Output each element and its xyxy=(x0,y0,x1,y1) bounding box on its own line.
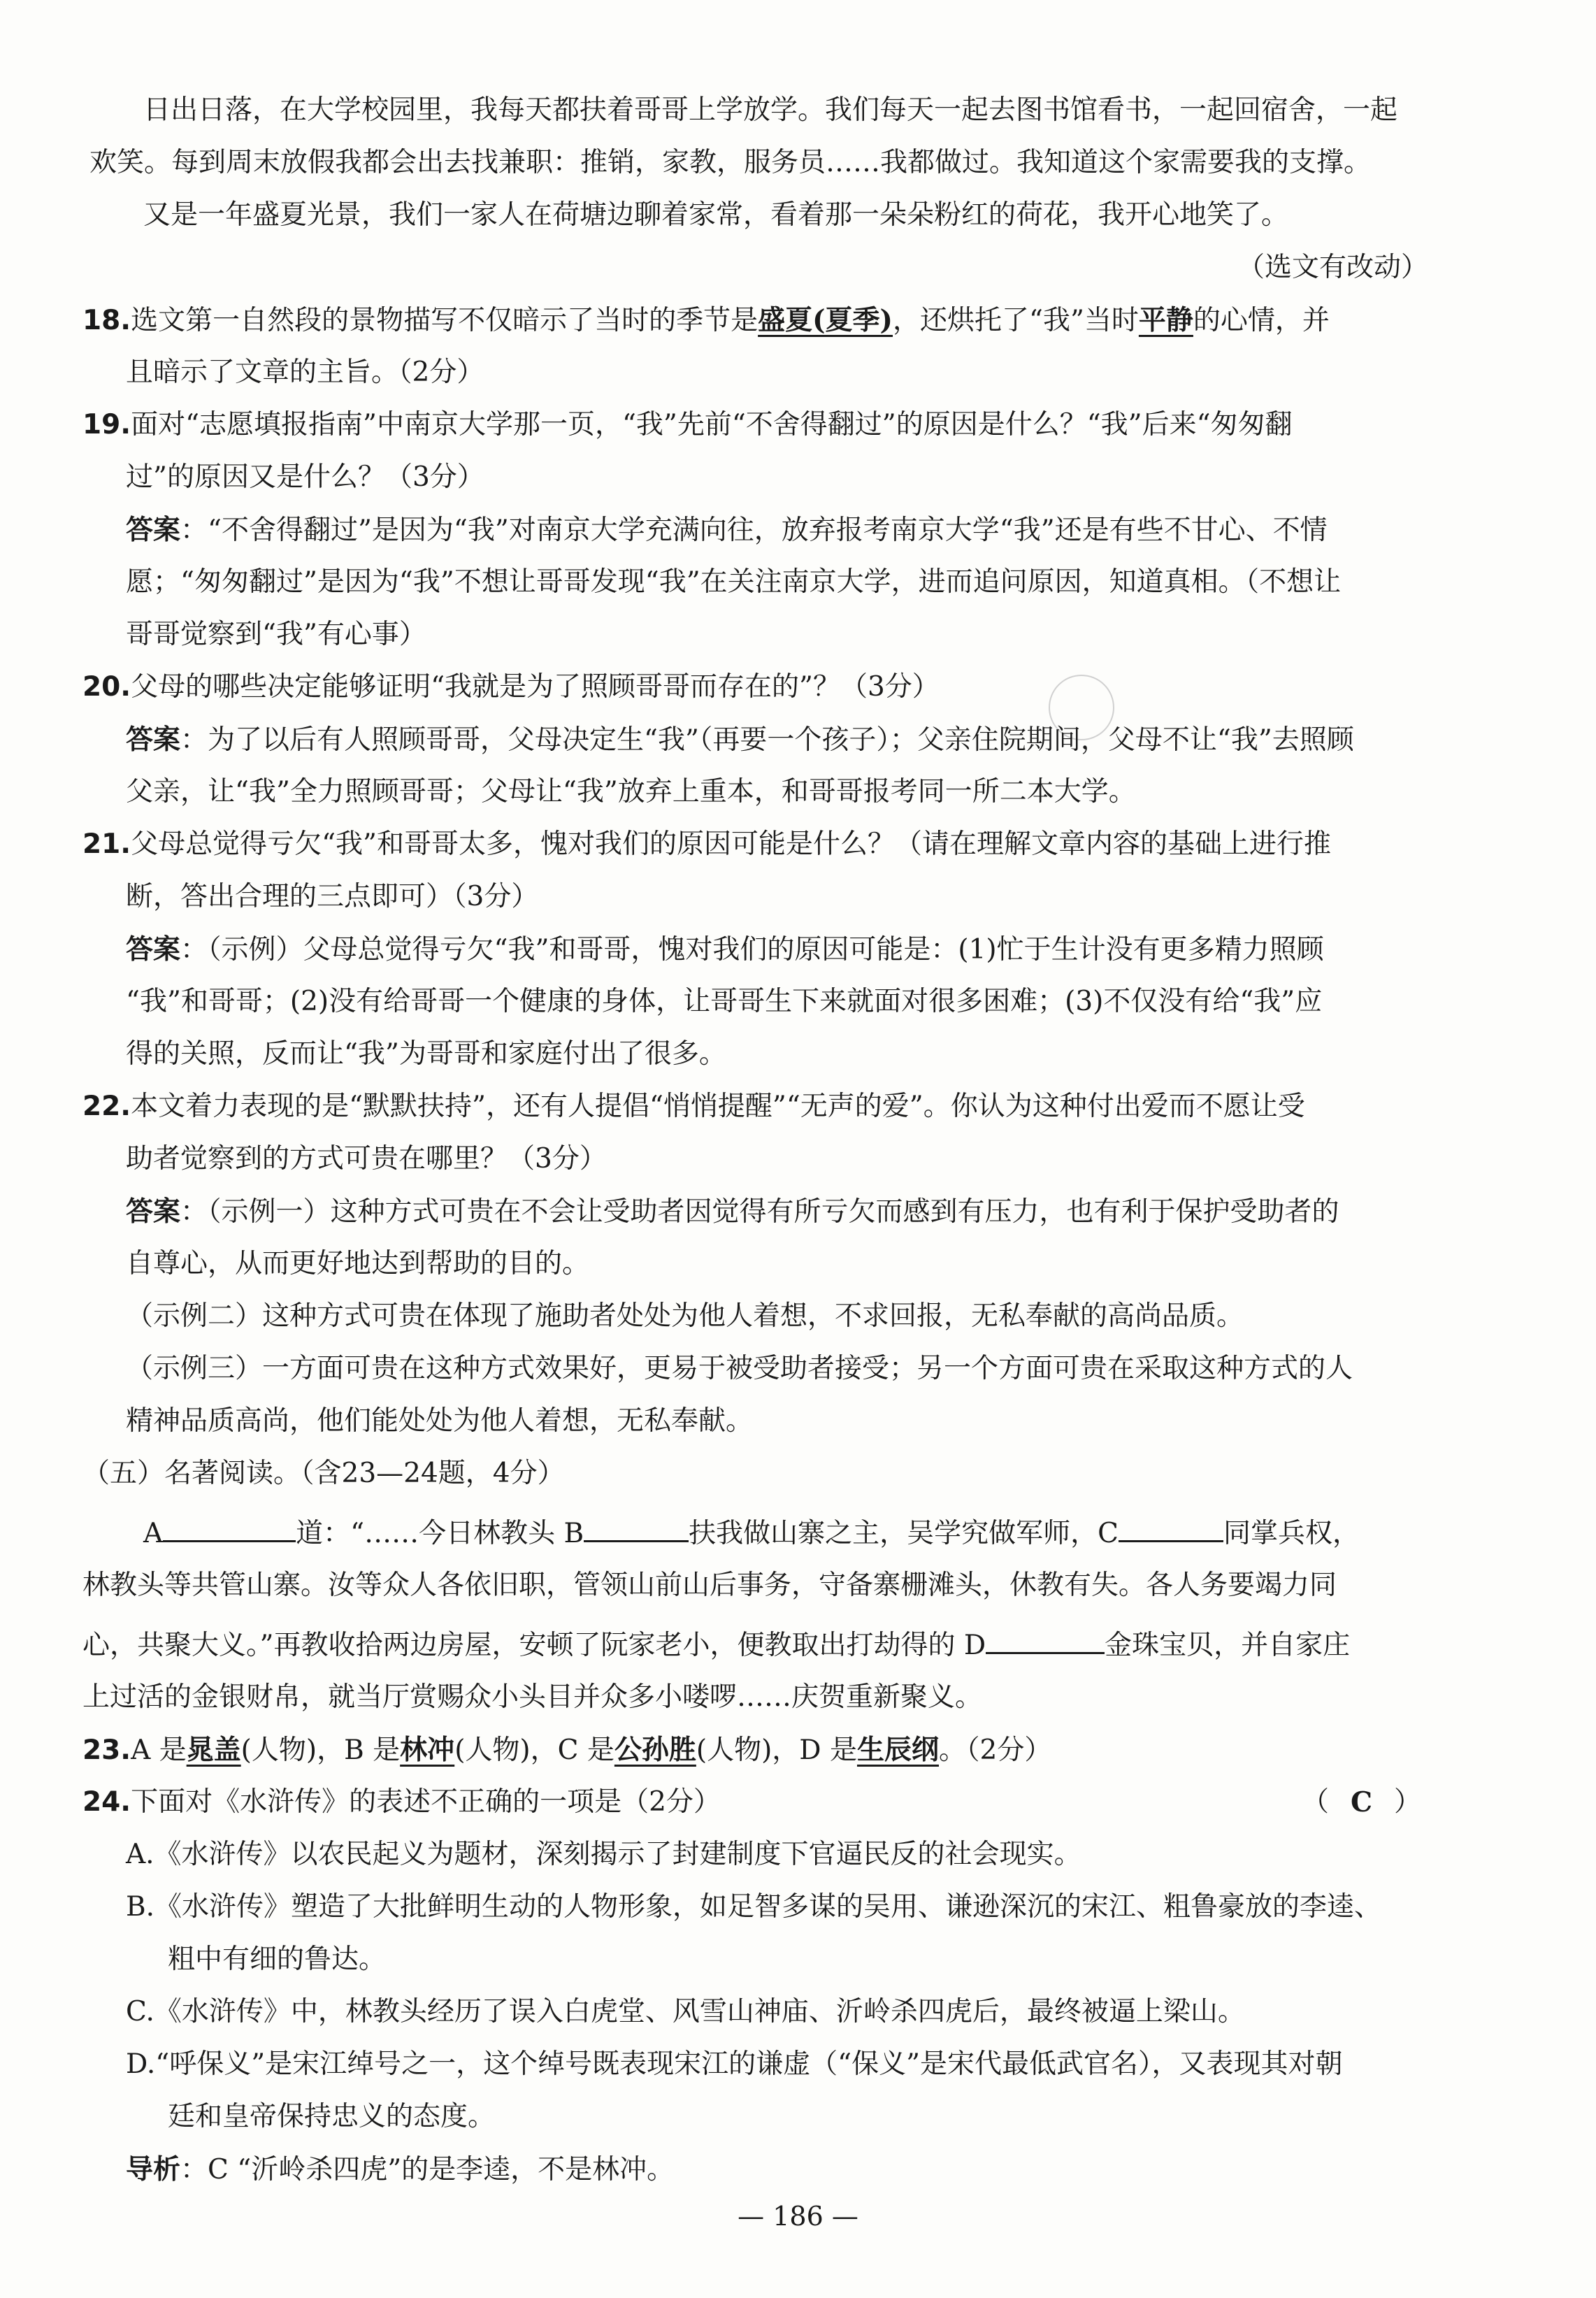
excerpt-line-4: 上过活的金银财帛，就当厅赏赐众小头目并众多小喽啰……庆贺重新聚义。 xyxy=(82,1681,983,1713)
question-22-answer-line-2: 自尊心，从而更好地达到帮助的目的。 xyxy=(126,1248,590,1279)
question-20-answer-line-2: 父亲，让“我”全力照顾哥哥；父母让“我”放弃上重本，和哥哥报考同一所二本大学。 xyxy=(126,776,1136,807)
answer-fill: 晁盖 xyxy=(186,1734,241,1766)
question-number: 21. xyxy=(82,828,131,860)
question-19-answer-line-1 xyxy=(126,512,1328,548)
excerpt-text: 金珠宝贝，并自家庄 xyxy=(1105,1630,1351,1661)
answer-bracket-close: ） xyxy=(1394,1786,1422,1818)
question-text: 的心情，并 xyxy=(1193,305,1330,336)
answer-fill: 公孙胜 xyxy=(614,1734,696,1766)
question-22-line-2: 助者觉察到的方式可贵在哪里？（3分） xyxy=(126,1143,607,1175)
passage-paragraph-1-line-2: 欢笑。每到周末放假我都会出去找兼职：推销，家教，服务员……我都做过。我知道这个家需要我的支撑。 xyxy=(89,147,1372,178)
question-23 xyxy=(82,1732,1051,1768)
question-text: ，还烘托了“我”当时 xyxy=(893,305,1139,336)
answer-fill: 平静 xyxy=(1138,304,1193,336)
answer-fill: 生辰纲 xyxy=(856,1734,939,1766)
analysis-label: 导析 xyxy=(126,2153,181,2185)
option-d-line-2: 廷和皇帝保持忠义的态度。 xyxy=(168,2101,496,2132)
answer-text: ：为了以后有人照顾哥哥，父母决定生“我”（再要一个孩子）；父亲住院期间，父母不让“我”去照顾 xyxy=(180,724,1354,756)
answer-fill: 林冲 xyxy=(400,1734,455,1766)
excerpt-line-2: 林教头等共管山寨。汝等众人各依旧职，管领山前山后事务，守备寨栅滩头，休教有失。各人务要竭力同 xyxy=(82,1570,1337,1601)
option-a: A.《水浒传》以农民起义为题材，深刻揭示了封建制度下官逼民反的社会现实。 xyxy=(126,1839,1081,1870)
passage-paragraph-2: 又是一年盛夏光景，我们一家人在荷塘边聊着家常，看着那一朵朵粉红的荷花，我开心地笑了。 xyxy=(143,199,1289,231)
question-text: 父母总觉得亏欠“我”和哥哥太多，愧对我们的原因可能是什么？（请在理解文章内容的基础上进行推 xyxy=(131,828,1331,860)
question-22-answer-line-4: （示例三）一方面可贵在这种方式效果好，更易于被受助者接受；另一个方面可贵在采取这种方式的人 xyxy=(126,1353,1353,1384)
question-20-line-1 xyxy=(82,670,940,705)
excerpt-text: A xyxy=(143,1518,164,1549)
answer-fill: 盛夏(夏季) xyxy=(758,304,893,336)
question-number: 18. xyxy=(82,305,131,336)
fill-blank xyxy=(163,1512,296,1542)
excerpt-text: 扶我做山寨之主，吴学究做军师，C xyxy=(689,1518,1119,1549)
question-21-answer-line-3: 得的关照，反而让“我”为哥哥和家庭付出了很多。 xyxy=(126,1038,726,1070)
question-text: 选文第一自然段的景物描写不仅暗示了当时的季节是 xyxy=(131,305,759,336)
question-number: 23. xyxy=(82,1735,131,1766)
answer-label: 答案 xyxy=(126,514,181,546)
question-22-answer-line-5: 精神品质高尚，他们能处处为他人着想，无私奉献。 xyxy=(126,1405,754,1437)
question-21-line-1 xyxy=(82,827,1331,862)
question-22-line-1 xyxy=(82,1089,1305,1124)
question-text: 面对“志愿填报指南”中南京大学那一页，“我”先前“不舍得翻过”的原因是什么？“我”后来“匆匆翻 xyxy=(131,409,1293,440)
option-d-line-1: D.“呼保义”是宋江绰号之一，这个绰号既表现宋江的谦虚（“保义”是宋代最低武官名），又表现其对朝 xyxy=(126,2048,1343,2080)
question-text: (人物)，D 是 xyxy=(696,1735,857,1766)
question-text: 。（2分） xyxy=(939,1735,1052,1766)
option-b-line-1: B.《水浒传》塑造了大批鲜明生动的人物形象，如足智多谋的吴用、谦逊深沉的宋江、粗鲁豪放的李逵、 xyxy=(126,1891,1382,1923)
question-text: (人物)，C 是 xyxy=(454,1735,614,1766)
fill-blank xyxy=(584,1512,689,1542)
question-number: 24. xyxy=(82,1786,131,1818)
answer-choice: C xyxy=(1351,1786,1373,1818)
fill-blank xyxy=(986,1624,1105,1654)
question-number: 22. xyxy=(82,1091,131,1122)
question-text: 本文着力表现的是“默默扶持”，还有人提倡“悄悄提醒”“无声的爱”。你认为这种付出爱而不愿让受 xyxy=(131,1091,1305,1122)
passage-paragraph-1-line-1: 日出日落，在大学校园里，我每天都扶着哥哥上学放学。我们每天一起去图书馆看书，一起回宿舍，一起 xyxy=(143,94,1398,126)
question-20-answer-line-1 xyxy=(126,722,1354,758)
question-19-answer-line-3: 哥哥觉察到“我”有心事） xyxy=(126,619,426,650)
answer-text: ：（示例一）这种方式可贵在不会让受助者因觉得有所亏欠而感到有压力，也有利于保护受助者的 xyxy=(180,1196,1339,1228)
question-18-line-2: 且暗示了文章的主旨。（2分） xyxy=(126,357,484,388)
question-number: 20. xyxy=(82,671,131,703)
question-24-stem xyxy=(82,1785,721,1820)
fill-blank xyxy=(1119,1512,1223,1542)
question-number: 19. xyxy=(82,409,131,440)
question-19-line-1 xyxy=(82,408,1293,443)
question-19-answer-line-2: 愿；“匆匆翻过”是因为“我”不想让哥哥发现“我”在关注南京大学，进而追问原因，知道真相。（不想让 xyxy=(126,566,1342,598)
excerpt-text: 同掌兵权， xyxy=(1223,1518,1360,1549)
question-text: 下面对《水浒传》的表述不正确的一项是（2分） xyxy=(131,1786,721,1818)
question-text: 父母的哪些决定能够证明“我就是为了照顾哥哥而存在的”？（3分） xyxy=(131,671,940,703)
question-21-answer-line-2: “我”和哥哥；(2)没有给哥哥一个健康的身体，让哥哥生下来就面对很多困难；(3)不仅没有给“我”应 xyxy=(126,986,1323,1017)
question-22-answer-line-3: （示例二）这种方式可贵在体现了施助者处处为他人着想，不求回报，无私奉献的高尚品质。 xyxy=(126,1300,1244,1332)
analysis-text: ：C “沂岭杀四虎”的是李逵，不是林冲。 xyxy=(180,2154,675,2185)
question-19-line-2: 过”的原因又是什么？（3分） xyxy=(126,461,484,493)
answer-label: 答案 xyxy=(126,933,181,965)
question-22-answer-line-1 xyxy=(126,1194,1339,1230)
option-c: C.《水浒传》中，林教头经历了误入白虎堂、风雪山神庙、沂岭杀四虎后，最终被逼上梁山。 xyxy=(126,1996,1245,2027)
answer-bracket-open: （ xyxy=(1302,1786,1330,1818)
excerpt-line-1 xyxy=(143,1512,1360,1551)
answer-text: ：（示例）父母总觉得亏欠“我”和哥哥，愧对我们的原因可能是：(1)忙于生计没有更多精力照顾 xyxy=(180,934,1324,965)
excerpt-text: 道：“……今日林教头 B xyxy=(296,1518,584,1549)
option-b-line-2: 粗中有细的鲁达。 xyxy=(168,1944,387,1975)
excerpt-line-3 xyxy=(82,1624,1350,1663)
section-5-heading: （五）名著阅读。（含23—24题，4分） xyxy=(82,1458,565,1489)
question-21-answer-line-1 xyxy=(126,932,1324,968)
question-18-line-1 xyxy=(82,303,1330,338)
page-number: — 186 — xyxy=(738,2201,858,2232)
question-text: A 是 xyxy=(131,1735,187,1766)
excerpt-text: 心，共聚大义。”再教收拾两边房屋，安顿了阮家老小，便教取出打劫得的 D xyxy=(82,1630,986,1661)
question-text: (人物)，B 是 xyxy=(240,1735,401,1766)
analysis-line xyxy=(126,2152,674,2188)
answer-label: 答案 xyxy=(126,724,181,756)
passage-source-note: （选文有改动） xyxy=(1237,252,1429,283)
question-21-line-2: 断，答出合理的三点即可）（3分） xyxy=(126,881,539,912)
answer-text: ：“不舍得翻过”是因为“我”对南京大学充满向往，放弃报考南京大学“我”还是有些不甘心、不情 xyxy=(180,515,1328,546)
answer-label: 答案 xyxy=(126,1195,181,1228)
